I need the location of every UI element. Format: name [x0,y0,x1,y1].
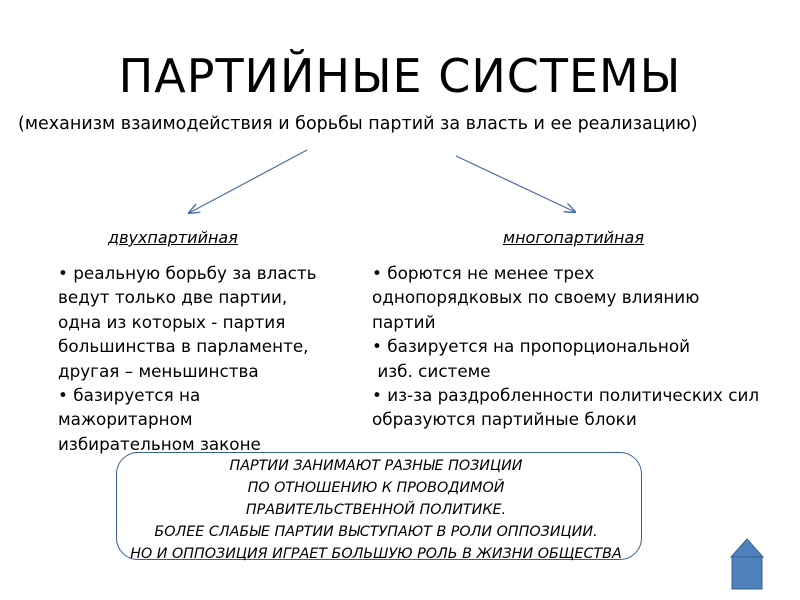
multi-party-description [372,261,800,432]
description-line: ведут только две партии, [58,287,288,308]
description-line: большинства в парламенте, [58,336,309,357]
home-icon[interactable] [730,537,764,591]
description-line: • базируется на [58,385,201,406]
description-line: другая – меньшинства [58,360,259,381]
description-line: партий [372,311,436,332]
callout-line: БОЛЕЕ СЛАБЫЕ ПАРТИИ ВЫСТУПАЮТ В РОЛИ ОППОЗИЦИИ. [154,524,598,540]
arrow-right [456,156,575,212]
callout-line: ПАРТИИ ЗАНИМАЮТ РАЗНЫЕ ПОЗИЦИИ [229,458,523,474]
description-line: • из-за раздробленности политических сил [372,385,760,406]
branch-label-multi-party: многопартийная [503,228,644,247]
two-party-description [58,261,363,456]
description-line: изб. системе [372,360,491,381]
slide-subtitle: (механизм взаимодействия и борьбы партий за власть и ее реализацию) [18,114,698,134]
description-line: • реальную борьбу за власть [58,263,317,283]
description-line: одна из которых - партия [58,311,286,332]
description-line: образуются партийные блоки [372,409,637,430]
description-line: мажоритарном [58,409,193,430]
callout-line: НО И ОППОЗИЦИЯ ИГРАЕТ БОЛЬШУЮ РОЛЬ В ЖИЗНИ ОБЩЕСТВА [130,546,622,562]
description-line: • базируется на пропорциональной [372,336,691,357]
conclusion-callout-text [0,455,752,565]
description-line: • борются не менее трех [372,263,595,283]
description-line: однопорядковых по своему влиянию [372,287,700,308]
slide-title: ПАРТИЙНЫЕ СИСТЕМЫ [118,49,682,103]
description-line: избирательном законе [58,433,261,454]
arrow-left [189,150,307,213]
branch-label-two-party: двухпартийная [108,228,238,247]
callout-line: ПРАВИТЕЛЬСТВЕННОЙ ПОЛИТИКЕ. [245,502,507,518]
callout-line: ПО ОТНОШЕНИЮ К ПРОВОДИМОЙ [247,480,505,496]
